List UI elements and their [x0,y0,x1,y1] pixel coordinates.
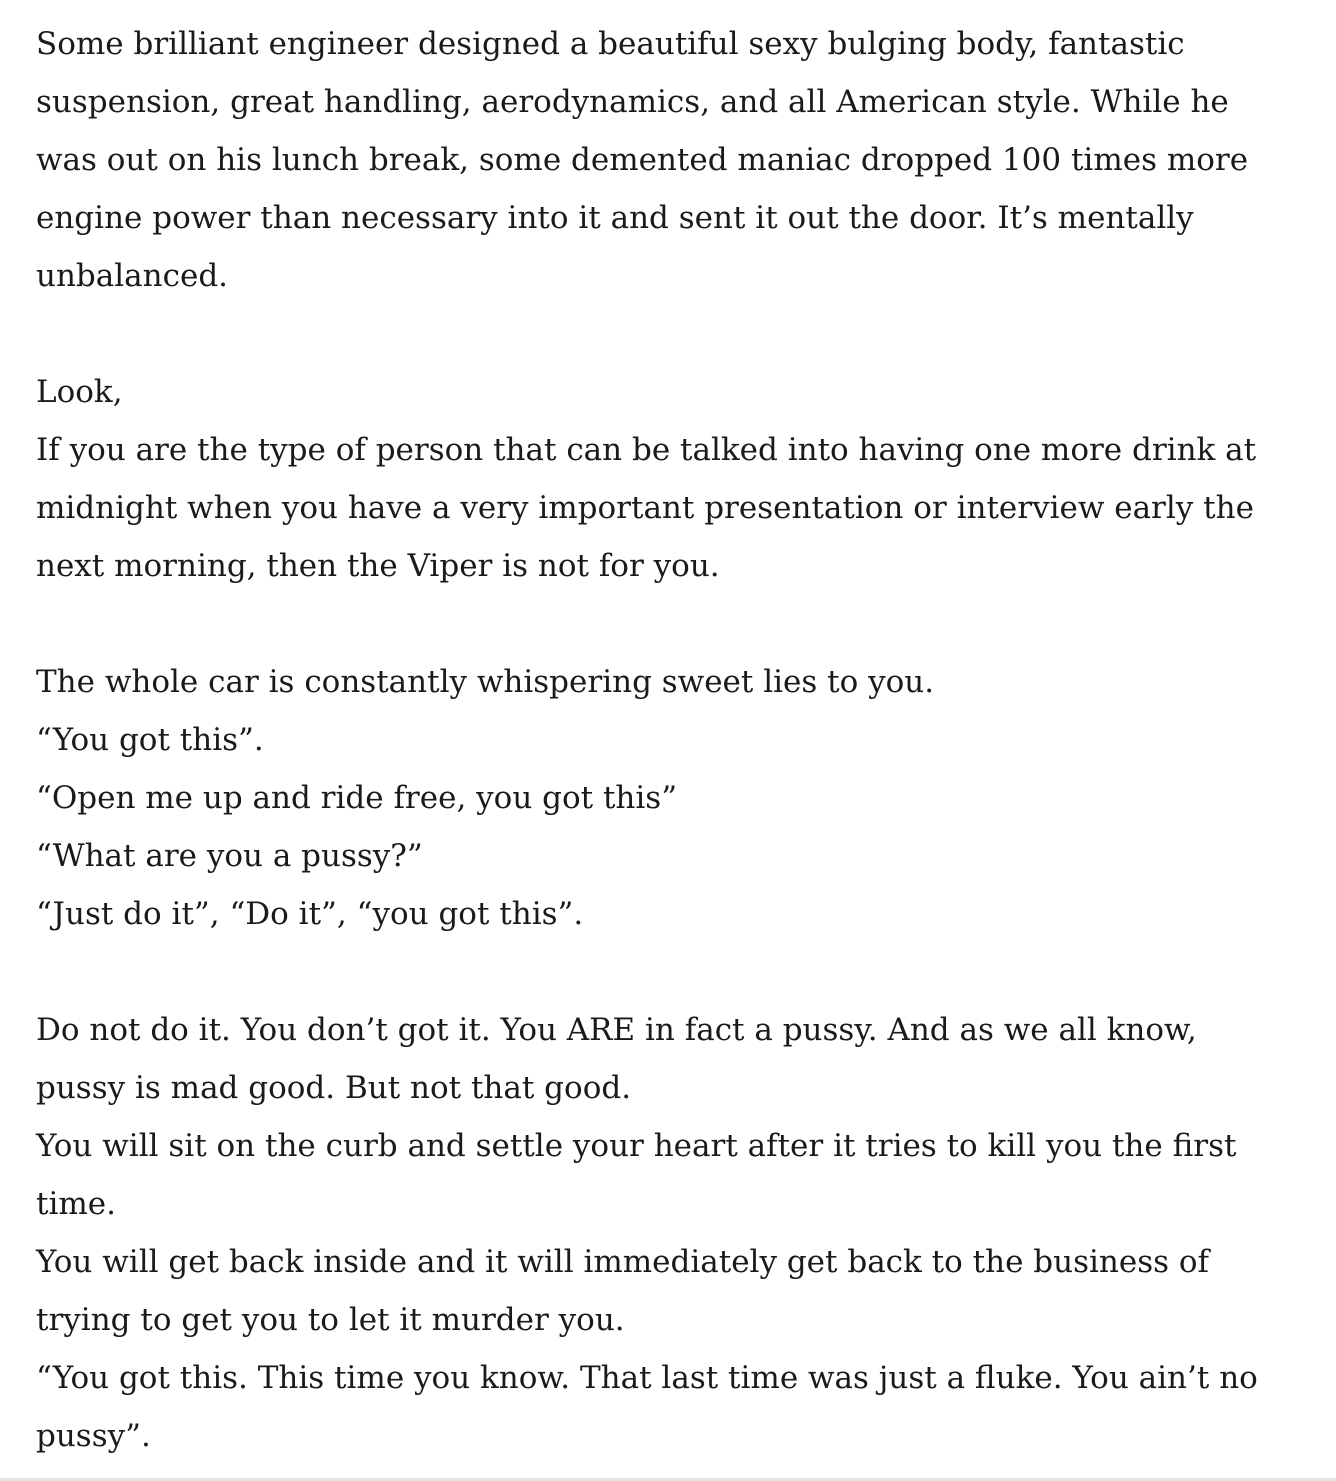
text-line: suspension, great handling, aerodynamics, and all American style. While he [36,84,1229,120]
text-line: You will get back inside and it will immediately get back to the business of [36,1244,1210,1280]
article-body [36,15,1326,1465]
text-line: The whole car is constantly whispering sweet lies to you. [36,664,935,700]
text-line: Some brilliant engineer designed a beautiful sexy bulging body, fantastic [36,26,1185,62]
paragraph-spacer [36,305,1326,363]
quote-line: “You got this. This time you know. That last time was just a fluke. You ain’t no [36,1360,1258,1396]
text-line: next morning, then the Viper is not for you. [36,548,720,584]
paragraph-look [36,363,1326,595]
paragraph-do-not [36,1001,1326,1465]
quote-line: “Just do it”, “Do it”, “you got this”. [36,896,584,932]
text-line: If you are the type of person that can be talked into having one more drink at [36,432,1257,468]
paragraph-spacer [36,595,1326,653]
text-line: midnight when you have a very important presentation or interview early the [36,490,1254,526]
quote-line: pussy”. [36,1418,151,1454]
text-line: engine power than necessary into it and sent it out the door. It’s mentally [36,200,1194,236]
paragraph-spacer [36,943,1326,1001]
quote-line: “You got this”. [36,722,264,758]
text-line: You will sit on the curb and settle your heart after it tries to kill you the first [36,1128,1237,1164]
quote-line: “Open me up and ride free, you got this” [36,780,678,816]
text-line: pussy is mad good. But not that good. [36,1070,632,1106]
text-line: Do not do it. You don’t got it. You ARE in fact a pussy. And as we all know, [36,1012,1197,1048]
text-line: was out on his lunch break, some demented maniac dropped 100 times more [36,142,1249,178]
paragraph-engineer [36,15,1326,305]
text-line: Look, [36,374,123,410]
text-line: unbalanced. [36,258,229,294]
text-line: time. [36,1186,116,1222]
text-line: trying to get you to let it murder you. [36,1302,625,1338]
quote-line: “What are you a pussy?” [36,838,423,874]
paragraph-whispering [36,653,1326,943]
